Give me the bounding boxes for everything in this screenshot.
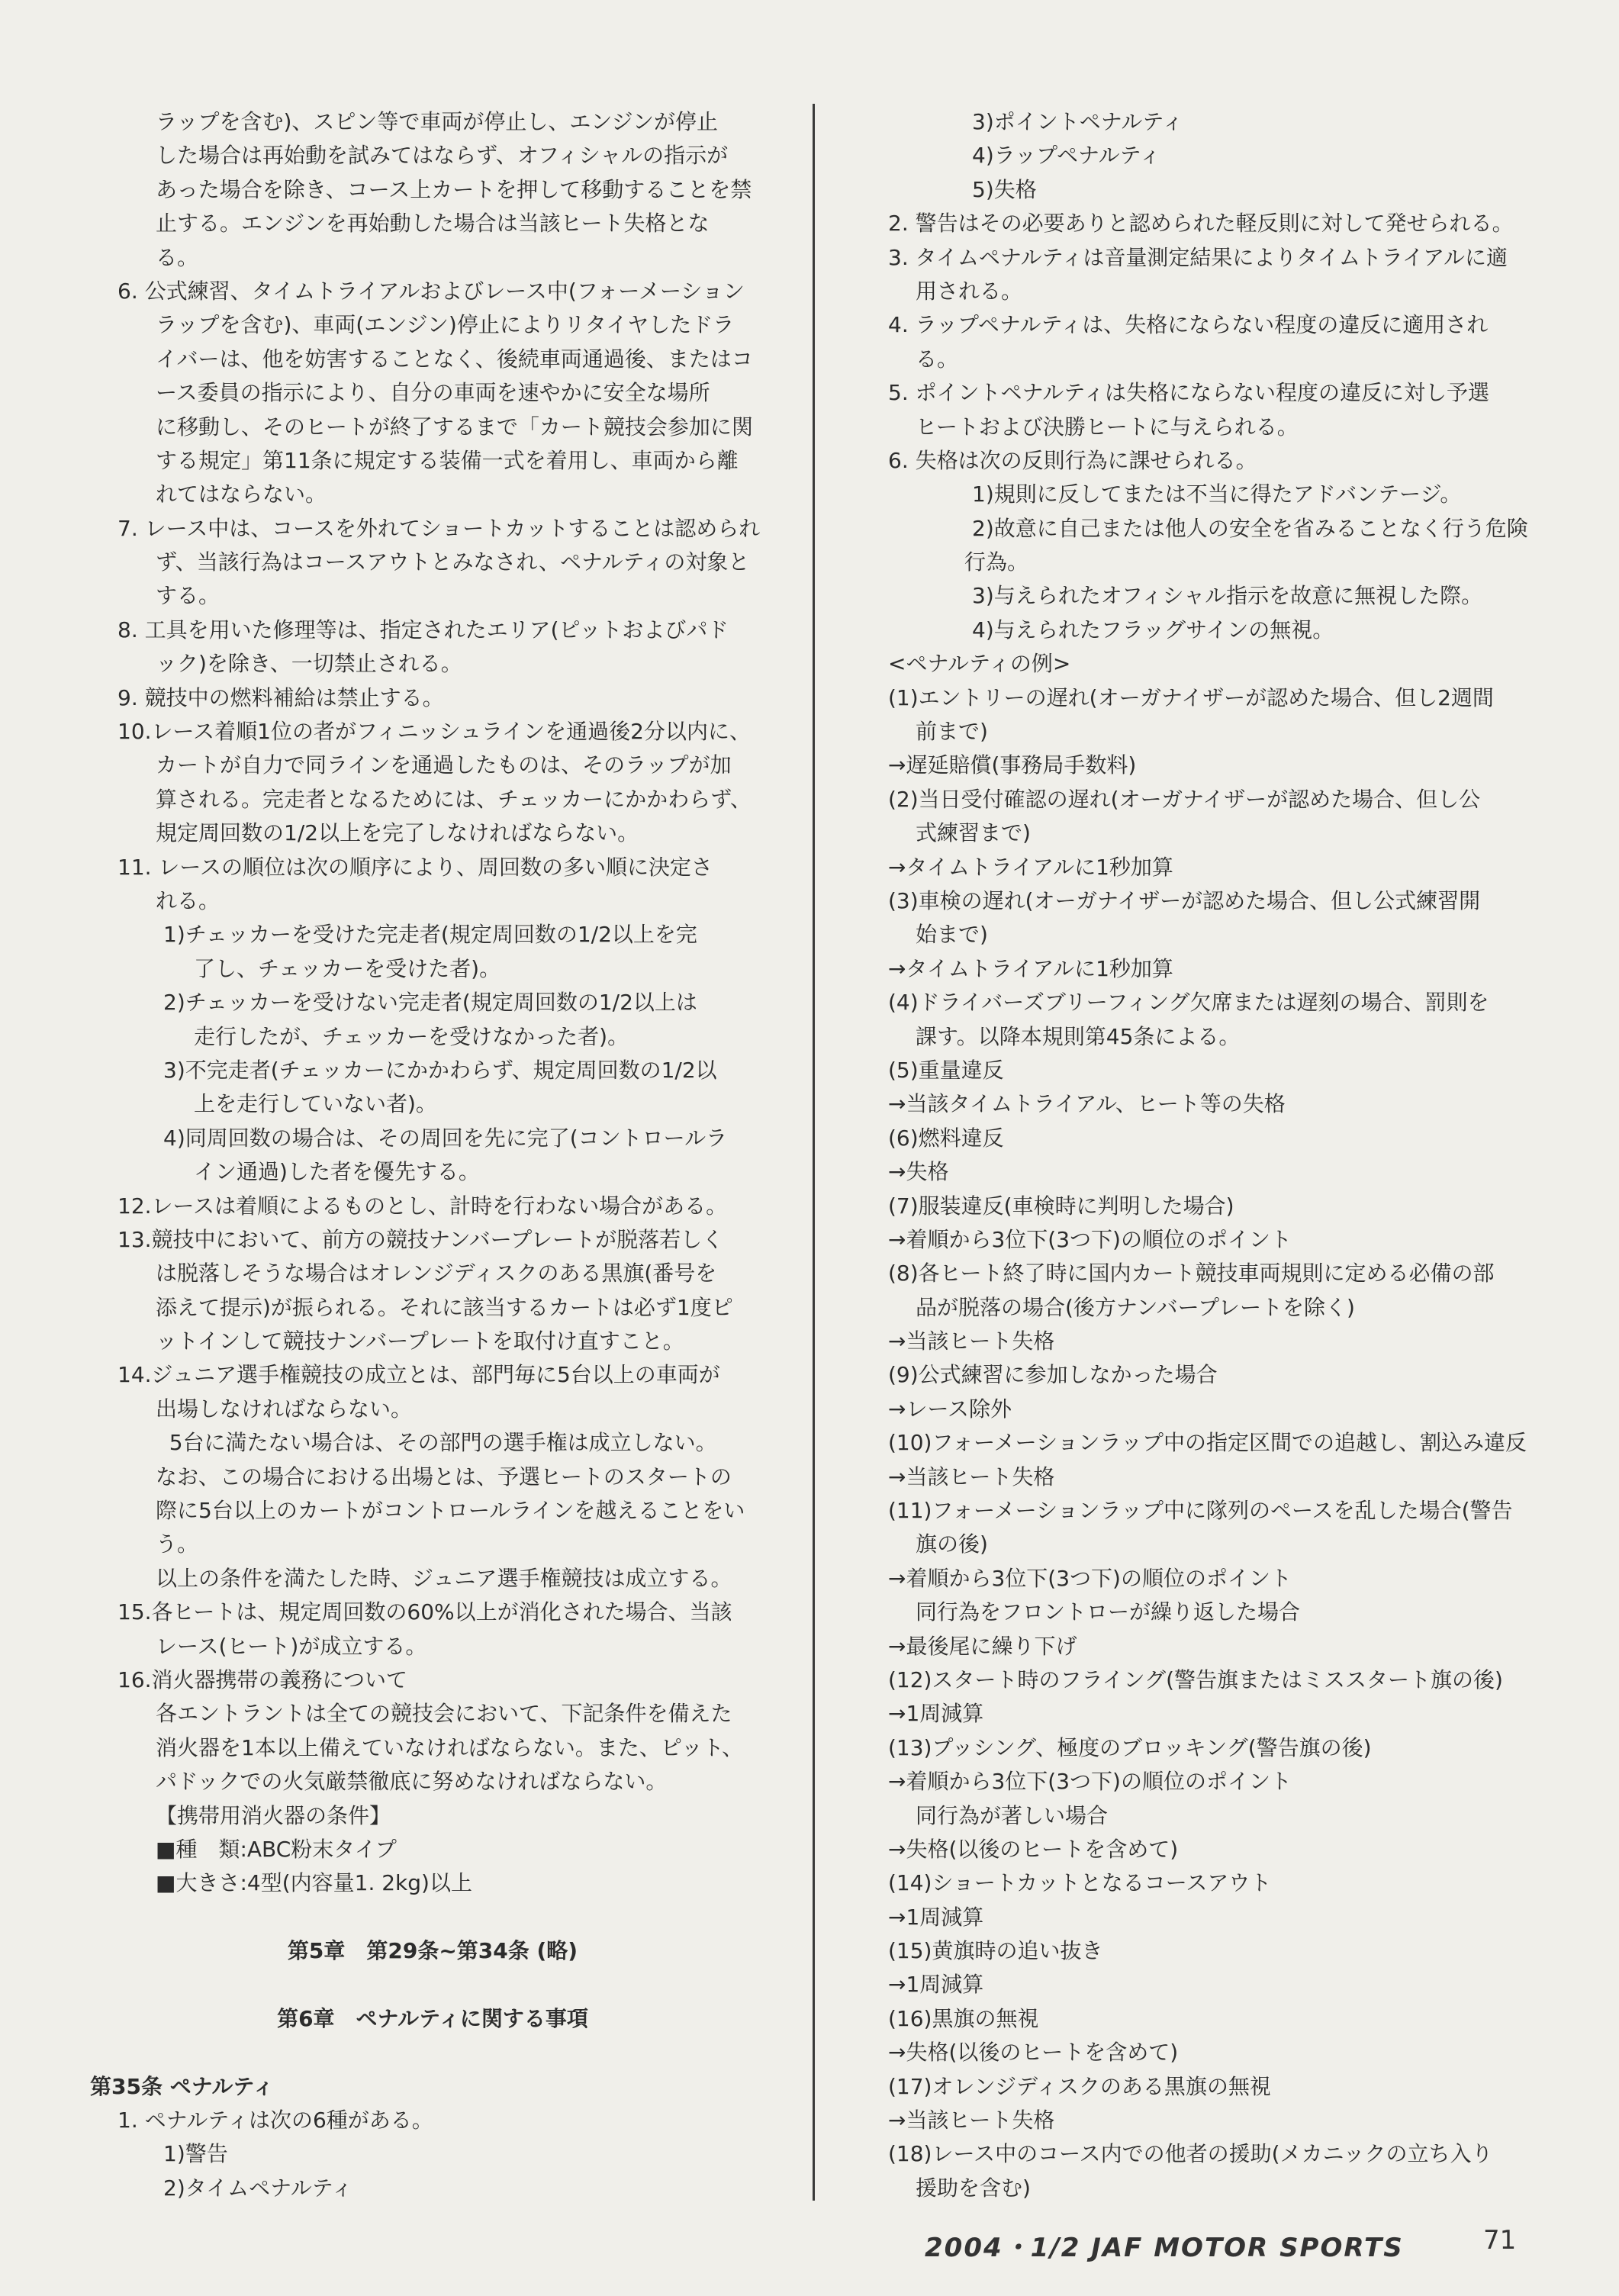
left-column-line: イバーは、他を妨害することなく、後続車両通過後、またはコ <box>156 346 753 372</box>
left-column-line: 出場しなければならない。 <box>156 1396 413 1422</box>
right-column-line: →当該タイムトライアル、ヒート等の失格 <box>888 1091 1286 1117</box>
right-column-line: 始まで) <box>916 922 988 948</box>
left-column-line: 16.消火器携帯の義務について <box>117 1666 407 1692</box>
left-column-line: う。 <box>156 1531 199 1557</box>
left-column-line: 以上の条件を満たした時、ジュニア選手権競技は成立する。 <box>156 1565 732 1591</box>
left-column-line: 2)チェッカーを受けない完走者(規定周回数の1/2以上は <box>163 990 697 1016</box>
left-column-line: 7. レース中は、コースを外れてショートカットすることは認められ <box>117 515 761 541</box>
left-column-line: 2)タイムペナルティ <box>163 2175 353 2201</box>
right-column-line: (12)スタート時のフライング(警告旗またはミススタート旗の後) <box>888 1666 1503 1692</box>
left-column-line: 第5章 第29条~第34条 (略) <box>287 1938 578 1964</box>
left-column-line: 走行したが、チェッカーを受けなかった者)。 <box>194 1023 629 1049</box>
right-column-line: →当該ヒート失格 <box>888 1328 1055 1354</box>
right-column-line: ヒートおよび決勝ヒートに与えられる。 <box>916 414 1299 440</box>
right-column-line: →最後尾に繰り下げ <box>888 1633 1077 1659</box>
right-column-line: 前まで) <box>916 719 988 745</box>
right-column-line: →1周減算 <box>888 1701 984 1727</box>
right-column-line: →失格 <box>888 1159 949 1185</box>
left-column-line: 10.レース着順1位の者がフィニッシュラインを通過後2分以内に、 <box>117 719 752 745</box>
right-column-line: →当該ヒート失格 <box>888 1464 1055 1489</box>
left-column-line: する規定」第11条に規定する装備一式を着用し、車両から離 <box>156 447 739 473</box>
right-column-line: (9)公式練習に参加しなかった場合 <box>888 1362 1218 1388</box>
footer-brand: 2004・1/2 JAF MOTOR SPORTS <box>925 2233 1404 2263</box>
left-column-line: パドックでの火気厳禁徹底に努めなければならない。 <box>156 1769 668 1795</box>
left-column-line: れる。 <box>156 887 220 913</box>
left-column-line: 5台に満たない場合は、その部門の選手権は成立しない。 <box>156 1430 717 1456</box>
left-column-line: ■大きさ:4型(内容量1. 2kg)以上 <box>156 1870 472 1896</box>
left-column-line: 止する。エンジンを再始動した場合は当該ヒート失格とな <box>156 211 710 237</box>
right-column-line: 同行為をフロントローが繰り返した場合 <box>916 1599 1301 1625</box>
right-column-line: 2)故意に自己または他人の安全を省みることなく行う危険 <box>972 515 1528 541</box>
left-column-line: 1. ペナルティは次の6種がある。 <box>117 2108 433 2133</box>
right-column-line: →失格(以後のヒートを含めて) <box>888 1836 1179 1862</box>
left-column-line: ラップを含む)、スピン等で車両が停止し、エンジンが停止 <box>156 109 718 134</box>
right-column-line: 3)ポイントペナルティ <box>972 109 1184 134</box>
left-column-line: 了し、チェッカーを受けた者)。 <box>194 955 501 981</box>
left-column-line: 【携帯用消火器の条件】 <box>156 1802 391 1828</box>
left-column-line: 9. 競技中の燃料補給は禁止する。 <box>117 684 444 710</box>
right-column-line: 品が脱落の場合(後方ナンバープレートを除く) <box>916 1294 1355 1320</box>
right-column-line: 4)ラップペナルティ <box>972 143 1161 169</box>
right-column-line: →着順から3位下(3つ下)の順位のポイント <box>888 1226 1292 1252</box>
left-column-line: なお、この場合における出場とは、予選ヒートのスタートの <box>156 1464 732 1489</box>
left-column-line: する。 <box>156 583 220 609</box>
right-column-line: (4)ドライバーズブリーフィング欠席または遅刻の場合、罰則を <box>888 990 1489 1016</box>
left-column-line: 各エントラントは全ての競技会において、下記条件を備えた <box>156 1701 732 1727</box>
left-column-line: 4)同周回数の場合は、その周回を先に完了(コントロールラ <box>163 1125 728 1151</box>
left-column-line <box>117 2036 774 2069</box>
right-column-line: 4)与えられたフラッグサインの無視。 <box>972 617 1334 642</box>
right-column-line: →タイムトライアルに1秒加算 <box>888 854 1173 880</box>
left-column-line: 消火器を1本以上備えていなければならない。また、ピット、 <box>156 1734 744 1760</box>
right-column-line: (5)重量違反 <box>888 1057 1004 1083</box>
left-column-line: 11. レースの順位は次の順序により、周回数の多い順に決定さ <box>117 854 713 880</box>
right-column-line: 行為。 <box>964 549 1029 575</box>
right-column-line: (2)当日受付確認の遅れ(オーガナイザーが認めた場合、但し公 <box>888 786 1481 812</box>
left-column-line: 算される。完走者となるためには、チェッカーにかかわらず、 <box>156 786 752 812</box>
right-column-line: →1周減算 <box>888 1972 984 1998</box>
left-column-line: 8. 工具を用いた修理等は、指定されたエリア(ピットおよびパド <box>117 617 729 642</box>
right-column-line: (7)服装違反(車検時に判明した場合) <box>888 1193 1234 1219</box>
left-column-line: 第35条 ペナルティ <box>90 2073 275 2099</box>
left-column-line: ットインして競技ナンバープレートを取付け直すこと。 <box>156 1328 684 1354</box>
right-column-line: 4. ラップペナルティは、失格にならない程度の違反に適用され <box>888 312 1489 338</box>
left-column-line: 3)不完走者(チェッカーにかかわらず、規定周回数の1/2以 <box>163 1057 717 1083</box>
left-column-line: 際に5台以上のカートがコントロールラインを越えることをい <box>156 1498 745 1524</box>
left-column-line: レース(ヒート)が成立する。 <box>156 1633 427 1659</box>
right-column-line: 1)規則に反してまたは不当に得たアドバンテージ。 <box>972 481 1462 507</box>
left-column-line: 規定周回数の1/2以上を完了しなければならない。 <box>156 820 639 846</box>
right-column-line: 援助を含む) <box>916 2175 1031 2201</box>
left-column-line: ース委員の指示により、自分の車両を速やかに安全な場所 <box>156 380 710 406</box>
left-column-line <box>117 1968 774 2001</box>
right-column-line: 用される。 <box>916 278 1023 304</box>
right-column-line: 旗の後) <box>916 1531 988 1557</box>
right-column-line: 6. 失格は次の反則行為に課せられる。 <box>888 447 1257 473</box>
left-column-line <box>117 1901 774 1934</box>
right-column-line: (3)車検の遅れ(オーガナイザーが認めた場合、但し公式練習開 <box>888 887 1481 913</box>
left-column-line: 添えて提示)が振られる。それに該当するカートは必ず1度ピ <box>156 1294 733 1320</box>
left-column-line: 上を走行していない者)。 <box>194 1091 437 1117</box>
right-column-line: (1)エントリーの遅れ(オーガナイザーが認めた場合、但し2週間 <box>888 684 1494 710</box>
left-column-line: カートが自力で同ラインを通過したものは、そのラップが加 <box>156 752 732 778</box>
left-column-line: 1)チェッカーを受けた完走者(規定周回数の1/2以上を完 <box>163 922 697 948</box>
right-column-line: (16)黒旗の無視 <box>888 2005 1039 2031</box>
right-column-line: <ペナルティの例> <box>888 651 1071 677</box>
left-column-line: 1)警告 <box>163 2141 228 2167</box>
right-column-line: 課す。以降本規則第45条による。 <box>916 1023 1241 1049</box>
page-number: 71 <box>1483 2225 1517 2256</box>
right-column-line: 3)与えられたオフィシャル指示を故意に無視した際。 <box>972 583 1483 609</box>
right-column-line: 3. タイムペナルティは音量測定結果によりタイムトライアルに適 <box>888 244 1508 270</box>
left-column-line: イン通過)した者を優先する。 <box>194 1159 480 1185</box>
right-column-line: 式練習まで) <box>916 820 1031 846</box>
right-column-line: る。 <box>916 346 959 372</box>
right-column-line: →遅延賠償(事務局手数料) <box>888 752 1137 778</box>
left-column-line: した場合は再始動を試みてはならず、オフィシャルの指示が <box>156 143 729 169</box>
left-column-line: 15.各ヒートは、規定周回数の60%以上が消化された場合、当該 <box>117 1599 732 1625</box>
left-column <box>90 105 774 2205</box>
left-column-line: れてはならない。 <box>156 481 327 507</box>
right-column-line: →着順から3位下(3つ下)の順位のポイント <box>888 1769 1292 1795</box>
left-column-line: 12.レースは着順によるものとし、計時を行わない場合がある。 <box>117 1193 728 1219</box>
left-column-line: 6. 公式練習、タイムトライアルおよびレース中(フォーメーション <box>117 278 745 304</box>
right-column-line: (18)レース中のコース内での他者の援助(メカニックの立ち入り <box>888 2141 1493 2167</box>
left-column-line: ラップを含む)、車両(エンジン)停止によりリタイヤしたドラ <box>156 312 735 338</box>
right-column-line: →タイムトライアルに1秒加算 <box>888 955 1173 981</box>
right-column-line: (11)フォーメーションラップ中に隊列のペースを乱した場合(警告 <box>888 1498 1513 1524</box>
right-column-line: (6)燃料違反 <box>888 1125 1004 1151</box>
right-column-line: 5)失格 <box>972 176 1037 202</box>
column-divider <box>813 104 815 2201</box>
right-column-line: →レース除外 <box>888 1396 1012 1422</box>
right-column-line: (10)フォーメーションラップ中の指定区間での追越し、割込み違反 <box>888 1430 1527 1456</box>
right-column-line: (14)ショートカットとなるコースアウト <box>888 1870 1272 1896</box>
right-column-line: →当該ヒート失格 <box>888 2108 1055 2133</box>
left-column-line: ■種 類:ABC粉末タイプ <box>156 1836 397 1862</box>
left-column-line: ック)を除き、一切禁止される。 <box>156 651 462 677</box>
left-column-line: は脱落しそうな場合はオレンジディスクのある黒旗(番号を <box>156 1261 717 1286</box>
left-column-line: あった場合を除き、コース上カートを押して移動することを禁 <box>156 176 752 202</box>
left-column-line: に移動し、そのヒートが終了するまで「カート競技会参加に関 <box>156 414 753 440</box>
right-column-line: →着順から3位下(3つ下)の順位のポイント <box>888 1565 1292 1591</box>
right-column-line: (17)オレンジディスクのある黒旗の無視 <box>888 2073 1271 2099</box>
right-column-line: 2. 警告はその必要ありと認められた軽反則に対して発せられる。 <box>888 211 1514 237</box>
right-column-line: (8)各ヒート終了時に国内カート競技車両規則に定める必備の部 <box>888 1261 1495 1286</box>
left-column-line: ず、当該行為はコースアウトとみなされ、ペナルティの対象と <box>156 549 750 575</box>
right-column-line: (13)プッシング、極度のブロッキング(警告旗の後) <box>888 1734 1372 1760</box>
right-column-line: (15)黄旗時の追い抜き <box>888 1938 1103 1964</box>
left-column-line: 第6章 ペナルティに関する事項 <box>277 2005 588 2031</box>
right-column-line: 同行為が著しい場合 <box>916 1802 1109 1828</box>
left-column-line: る。 <box>156 244 199 270</box>
right-column-line: →1周減算 <box>888 1904 984 1930</box>
right-column <box>888 105 1537 2205</box>
left-column-line: 14.ジュニア選手権競技の成立とは、部門毎に5台以上の車両が <box>117 1362 720 1388</box>
right-column-line: →失格(以後のヒートを含めて) <box>888 2040 1179 2066</box>
left-column-line: 13.競技中において、前方の競技ナンバープレートが脱落若しく <box>117 1226 724 1252</box>
right-column-line: 5. ポイントペナルティは失格にならない程度の違反に対し予選 <box>888 380 1489 406</box>
